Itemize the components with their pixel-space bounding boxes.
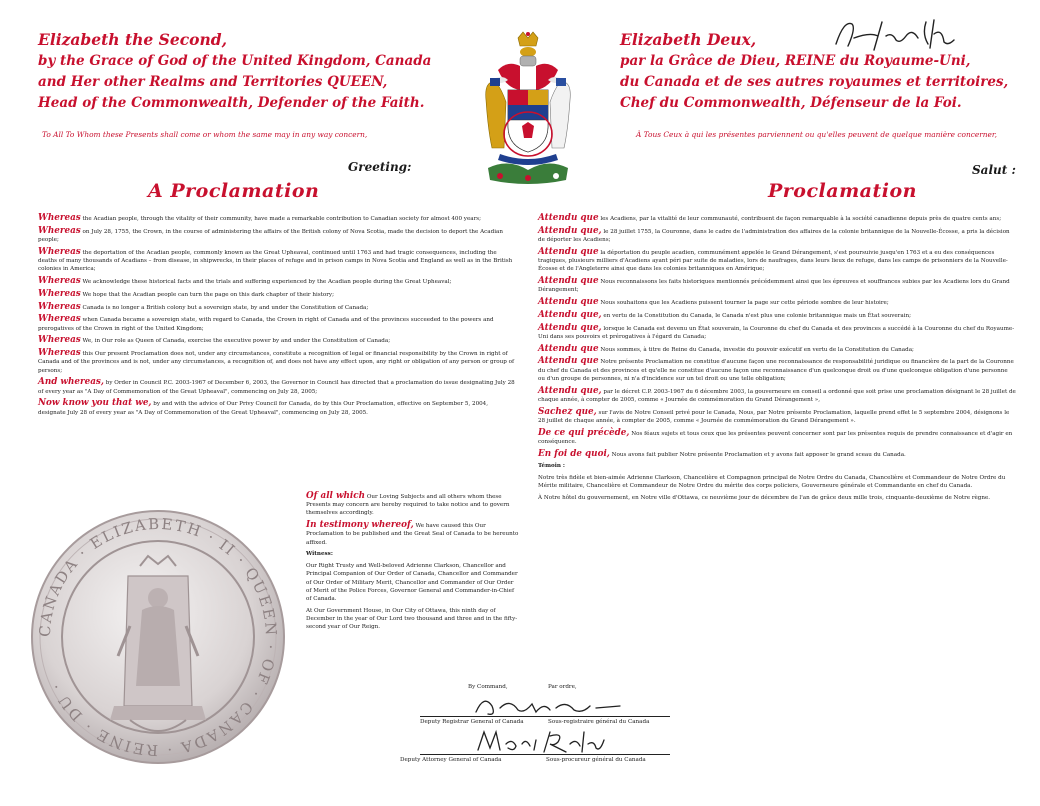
paragraph-keyword: Whereas (38, 213, 81, 223)
paragraph-text: the deportation of the Acadian people, commonly known as the Great Upheaval, continued until 1763 and had tragic consequences, including the deaths of many thousands of Acadians – from disease, in shipwrecks, in their places of refuge and in prison camps in Nova Scotia and England as well as in the British colonies in America; (38, 249, 513, 273)
paragraph-text: We acknowledge these historical facts and the trials and suffering experienced by the Acadian people during the Great Upheaval; (82, 279, 452, 285)
proclamation-paragraph (538, 214, 1016, 223)
proclamation-paragraph (538, 387, 1016, 404)
coat-of-arms-icon (478, 30, 578, 190)
paragraph-keyword: Whereas (38, 276, 81, 286)
paragraph-text: par le décret C.P. 2003-1967 du 6 décembre 2003, la gouverneure en conseil a ordonné que soit prise une proclamation désignant le 28 juillet de chaque année, à compter de 2005, comme « Journée de commémoration du Grand Dérangement », (538, 388, 1016, 403)
witness-place-en: At Our Government House, in Our City of Ottawa, this ninth day of December in the year of Our Lord two thousand and three and in the fifty-second year of Our Reign. (306, 607, 518, 631)
paragraph-text: on July 28, 1755, the Crown, in the course of administering the affairs of the British colony of Nova Scotia, made the decision to deport the Acadian people; (38, 228, 503, 243)
paragraph-keyword: Sachez que, (538, 406, 597, 417)
title-fr-line3: du Canada et de ses autres royaumes et territoires, (620, 74, 1009, 90)
paragraph-text: sur l'avis de Notre Conseil privé pour le Canada, Nous, par Notre présente Proclamation, laquelle prend effet le 5 septembre 2004, désignons le 28 juillet de chaque année, à compter de 2005, comme « Journée de commémoration du Grand Dérangement ». (538, 409, 1010, 424)
witness-text-fr: Notre très fidèle et bien-aimée Adrienne Clarkson, Chancelière et Compagnon principal de Notre Ordre du Canada, Chancelière et Commandeur de Notre Ordre du Mérite militaire, Chancelière et Commandeur de Notre Ordre du mérite des corps policiers, Gouverneure générale et Commandante en chef du Canada. (538, 475, 1006, 490)
paragraph-text: les Acadiens, par la vitalité de leur communauté, contribuent de façon remarquable à la société canadienne depuis près de quatre cents ans; (600, 216, 1002, 222)
closing-of-all-which (306, 492, 520, 518)
par-ordre-label: Par ordre, (548, 684, 577, 690)
proclamation-paragraph (538, 277, 1016, 294)
proclamation-paragraph (38, 303, 516, 312)
paragraph-text: when Canada became a sovereign state, with regard to Canada, the Crown in right of Canada and of the provinces succeeded to the powers and prerogatives of the Crown in right of the United Kingdom; (38, 317, 494, 332)
witness-text-en: Our Right Trusty and Well-beloved Adrienne Clarkson, Chancellor and Principal Companion of Our Order of Canada, Chancellor and Commander of Our Order of Military Merit, Chancellor and Commander of Our Order of Merit of the Police Forces, Governor General and Commander-in-Chief of Canada. (306, 563, 518, 603)
title-fr-line2: par la Grâce de Dieu, REINE du Royaume-Uni, (620, 53, 971, 69)
closing-keyword: Of all which (306, 491, 366, 501)
proclamation-title-en: A Proclamation (148, 180, 320, 202)
proclamation-paragraph (538, 248, 1016, 274)
proclamation-paragraph (538, 345, 1016, 354)
deputy-attorney-en: Deputy Attorney General of Canada (400, 757, 502, 763)
paragraph-text: by Order in Council P.C. 2003-1967 of December 6, 2003, the Governor in Council has directed that a proclamation do issue designating July 28 of every year as "A Day of Commemoration of the Great Upheaval", commencing on July 28, 2005; (38, 380, 515, 395)
proclamation-paragraph (538, 450, 1016, 459)
paragraph-text: Nous sommes, à titre de Reine du Canada, investie du pouvoir exécutif en vertu de la Constitution du Canada; (600, 346, 914, 353)
proclamation-paragraph (538, 227, 1016, 244)
french-body (538, 214, 1016, 506)
paragraph-keyword: Whereas (38, 335, 81, 346)
signature-line-1 (420, 716, 670, 717)
deputy-attorney-signature (470, 726, 610, 756)
witness-place-fr: À Notre hôtel du gouvernement, en Notre ville d'Ottawa, ce neuvième jour de décembre de l'an de grâce deux mille trois, cinquante-deuxième de Notre règne. (538, 495, 991, 502)
paragraph-keyword: Whereas (38, 225, 81, 236)
paragraph-keyword: Attendu que (538, 246, 599, 257)
proclamation-paragraph (38, 315, 516, 332)
proclamation-paragraph (38, 277, 516, 286)
proclamation-paragraph (538, 298, 1016, 307)
paragraph-keyword: Attendu que (538, 213, 599, 223)
title-en-line3: and Her other Realms and Territories QUEEN, (38, 74, 388, 90)
paragraph-keyword: Attendu que (538, 276, 599, 286)
greeting-en: Greeting: (348, 160, 412, 174)
proclamation-title-fr: Proclamation (768, 180, 917, 202)
proclamation-paragraph (538, 324, 1016, 341)
proclamation-paragraph (38, 227, 516, 244)
paragraph-text: the Acadian people, through the vitality of their community, have made a remarkable contribution to Canadian society for almost 400 years; (82, 216, 482, 222)
paragraph-text: Nous souhaitons que les Acadiens puissent tourner la page sur cette période sombre de leur histoire; (600, 300, 889, 306)
paragraph-text: We hope that the Acadian people can turn the page on this dark chapter of their history; (82, 291, 334, 298)
proclamation-paragraph (538, 408, 1016, 425)
paragraph-keyword: Now know you that we, (38, 398, 152, 409)
closing-text: We have caused this Our Proclamation to be published and the Great Seal of Canada to be hereunto affixed. (306, 523, 519, 546)
by-command-label: By Command, (468, 684, 508, 690)
proclamation-paragraph (538, 311, 1016, 320)
title-en-line2: by the Grace of God of the United Kingdom, Canada (38, 53, 432, 69)
deputy-attorney-fr: Sous-procureur général du Canada (546, 757, 646, 763)
paragraph-text: Nous avons fait publier Notre présente Proclamation et y avons fait apposer le grand sceau du Canada. (611, 451, 906, 458)
proclamation-paragraph (38, 214, 516, 223)
paragraph-text: by and with the advice of Our Privy Council for Canada, do by this Our Proclamation, effective on September 5, 2004, designate July 28 of every year as "A Day of Commemoration of the Great Upheaval", commencing on July 28, 2005. (38, 401, 489, 416)
closing-text: Our Loving Subjects and all others whom these Presents may concern are hereby required to take notice and to govern themselves accordingly. (306, 494, 510, 517)
great-seal-icon (30, 506, 286, 768)
proclamation-paragraph (38, 290, 516, 299)
title-en-line4: Head of the Commonwealth, Defender of the Faith. (38, 95, 425, 111)
paragraph-text: this Our present Proclamation does not, under any circumstances, constitute a recognition of legal or financial responsibility by the Crown in right of Canada and of the provinces and is not, under any circumstances, a recognition of, and does not have any effect upon, any right or obligation of any person or group of persons; (38, 351, 515, 374)
deputy-registrar-fr: Sous-registraire général du Canada (548, 719, 650, 725)
proclamation-paragraph (538, 357, 1016, 383)
proclamation-paragraph (38, 378, 516, 395)
signature-line-2 (420, 754, 670, 755)
paragraph-text: lorsque le Canada est devenu un État souverain, la Couronne du chef du Canada et des provinces a succédé à la Couronne du chef du Royaume-Uni dans ses pouvoirs et prérogatives à l'égard du Canada; (538, 325, 1015, 340)
paragraph-keyword: En foi de quoi, (538, 448, 610, 459)
paragraph-text: Nous reconnaissons les faits historiques mentionnés précédemment ainsi que les épreuves et souffrances subies par les Acadiens lors du Grand Dérangement; (538, 279, 1010, 294)
english-body (38, 214, 516, 420)
to-all-en: To All To Whom these Presents shall come or whom the same may in any way concern, (42, 130, 368, 139)
seal-inscription: CANADA · ELIZABETH · II · QUEEN · OF · CANADA · REINE · DU · (35, 514, 281, 760)
paragraph-text: en vertu de la Constitution du Canada, le Canada n'est plus une colonie britannique mais un État souverain; (603, 312, 911, 319)
paragraph-text: Nos féaux sujets et tous ceux que les présentes peuvent concerner sont par les présentes requis de prendre connaissance et d'agir en conséquence. (538, 430, 1013, 445)
paragraph-keyword: Whereas (38, 301, 81, 312)
proclamation-paragraph (38, 248, 516, 274)
paragraph-text: Canada is no longer a British colony but a sovereign state, by and under the Constitution of Canada; (82, 304, 369, 311)
paragraph-keyword: Attendu que (538, 343, 599, 354)
title-fr-line1: Elizabeth Deux, (620, 30, 757, 49)
paragraph-keyword: And whereas, (38, 377, 104, 388)
proclamation-paragraph (38, 349, 516, 375)
paragraph-keyword: Attendu que, (538, 385, 602, 396)
paragraph-keyword: Whereas (38, 314, 81, 325)
paragraph-keyword: Whereas (38, 348, 81, 359)
paragraph-keyword: Whereas (38, 246, 81, 257)
deputy-registrar-en: Deputy Registrar General of Canada (420, 719, 524, 725)
paragraph-keyword: Attendu que, (538, 309, 602, 320)
paragraph-keyword: Whereas (38, 288, 81, 299)
proclamation-paragraph (38, 336, 516, 345)
paragraph-keyword: Attendu que, (538, 322, 602, 333)
english-closing (306, 492, 520, 635)
closing-keyword: In testimony whereof, (306, 520, 414, 531)
witness-label-fr: Témoin : (538, 463, 565, 470)
proclamation-paragraph (538, 429, 1016, 446)
paragraph-text: We, in Our role as Queen of Canada, exercise the executive power by and under the Constitution of Canada; (82, 338, 391, 345)
witness-label-en: Witness: (306, 551, 333, 558)
paragraph-text: la déportation du peuple acadien, communément appelée le Grand Dérangement, s'est poursuivie jusqu'en 1763 et a eu des conséquences tragiques, plusieurs milliers d'Acadiens ayant péri par suite de maladies, lors de naufrages, dans leurs lieux de refuge, dans les camps de prisonniers de la Nouvelle-Écosse et de l'Angleterre ainsi que dans les colonies britanniques en Amérique; (538, 249, 1008, 273)
paragraph-keyword: Attendu que (538, 356, 599, 367)
to-all-fr: À Tous Ceux à qui les présentes parviennent ou qu'elles peuvent de quelque manière concerner, (636, 130, 997, 139)
handwritten-signature-top (830, 14, 990, 54)
proclamation-paragraph (38, 399, 516, 416)
title-en-line1: Elizabeth the Second, (38, 30, 227, 49)
paragraph-keyword: Attendu que (538, 297, 599, 307)
title-fr-line4: Chef du Commonwealth, Défenseur de la Foi. (620, 95, 962, 111)
closing-in-testimony (306, 521, 520, 547)
paragraph-text: Notre présente Proclamation ne constitue d'aucune façon une reconnaissance de responsabilité juridique ou financière de la part de la Couronne du chef du Canada et des provinces et qu'elle ne constitue d'aucune façon une reconnaissance d'un quelconque droit ou d'une quelconque obligation d'une personne ou d'un groupe de personnes, ni n'a d'incidence sur un tel droit ou une telle obligation; (538, 359, 1014, 382)
paragraph-keyword: Attendu que, (538, 225, 602, 236)
greeting-fr: Salut : (972, 163, 1016, 177)
paragraph-keyword: De ce qui précède, (538, 427, 630, 438)
paragraph-text: le 28 juillet 1755, la Couronne, dans le cadre de l'administration des affaires de la colonie britannique de la Nouvelle-Écosse, a pris la décision de déporter les Acadiens; (538, 228, 1010, 243)
